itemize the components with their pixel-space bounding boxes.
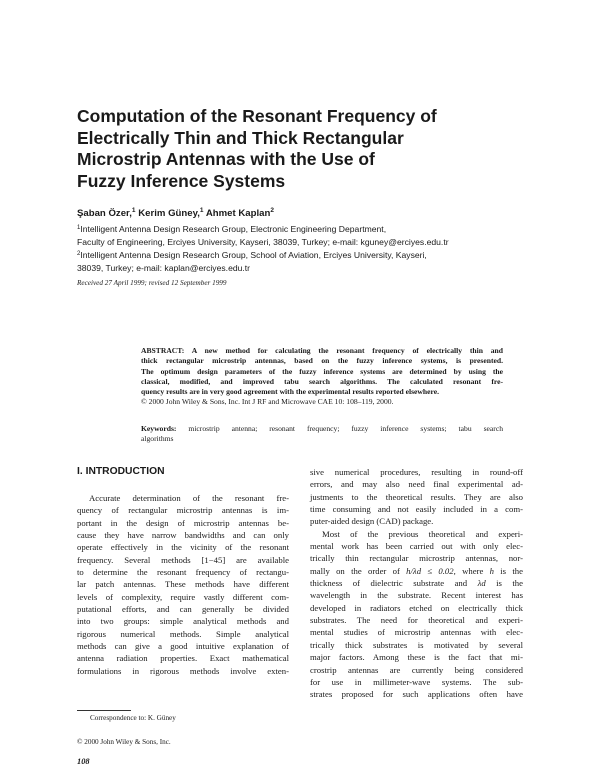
math-h: h <box>489 565 494 576</box>
body-line: strates proposed for such applications often have <box>310 689 523 700</box>
body-line: wavelength in the substrate. Recent interest has <box>310 590 523 601</box>
keywords-label: Keywords: <box>141 424 177 433</box>
author-list <box>77 207 274 219</box>
body-line: levels of complexity, require vastly different com- <box>77 591 289 602</box>
affiliation-2-line-2: 38039, Turkey; e-mail: kaplan@erciyes.edu.tr <box>77 262 251 273</box>
body-line: portant in the design of microstrip antennas be- <box>77 517 289 528</box>
affiliation-1-line-1: $^1$Intelligent Antenna Design Research Group, Electronic Engineering Department, <box>77 224 387 234</box>
body-line: mental studies of microstrip antennas with elec- <box>310 627 523 638</box>
author-name: Ahmet Kaplan <box>205 208 271 219</box>
left-column-text <box>77 492 289 677</box>
body-line: methods can give a good intuitive explanation of <box>77 641 289 652</box>
body-line: justments to the theoretical results. They are also <box>310 491 523 502</box>
abstract-line: classical, modified, and improved tabu search algorithms. The calculated resonant fre- <box>141 376 503 386</box>
body-line: Accurate determination of the resonant fre- <box>89 493 289 503</box>
body-line-with-math: thickness of dielectric substrate and λd is the <box>310 578 523 589</box>
right-column-text <box>310 466 523 701</box>
section-heading-introduction: I. INTRODUCTION <box>77 466 165 477</box>
body-line: trically thin rectangular microstrip antennas, nor- <box>310 553 523 564</box>
title-line: Microstrip Antennas with the Use of <box>77 149 375 169</box>
abstract-line: quency results are in very good agreement with the experimental results reported elsewhere. <box>141 387 440 397</box>
abstract <box>141 346 503 408</box>
keywords-line-2: algorithms <box>141 434 174 444</box>
title-line: Fuzzy Inference Systems <box>77 170 286 191</box>
author-affiliation-mark: 2 <box>270 207 274 214</box>
author-name: Şaban Özer, <box>77 208 132 219</box>
author-affiliation-mark: 1 <box>199 207 204 214</box>
body-line: into two groups: simple analytical methods and <box>77 616 289 627</box>
body-line-with-math: mally on the order of h/λd ≤ 0.02, where h is the <box>310 565 523 576</box>
body-line: major factors. Among these is the fact that mi- <box>310 652 523 663</box>
copyright-footer: © 2000 John Wiley & Sons, Inc. <box>77 738 171 746</box>
keywords <box>141 424 503 445</box>
body-line: developed in radiators etched on electrically thick <box>310 602 523 613</box>
abstract-line: The optimum design parameters of the fuzzy inference systems are determined by using the <box>141 366 503 376</box>
body-line: mental work has been carried out with only elec- <box>310 541 523 552</box>
abstract-copyright: © 2000 John Wiley & Sons, Inc. Int J RF and Microwave CAE 10: 108–119, 2000. <box>141 397 394 407</box>
paper-title <box>77 106 507 192</box>
body-line: time consuming and not easily included in a com- <box>310 504 523 515</box>
page-number: 108 <box>77 757 90 766</box>
body-line: frequency. Several methods [1−45] are available <box>77 554 289 565</box>
body-line: errors, and may also need final experimental ad- <box>310 479 523 490</box>
body-line: antenna radiation properties. Exact mathematical <box>77 653 289 664</box>
body-line: putational efforts, and can generally be divided <box>77 604 289 615</box>
title-line: Computation of the Resonant Frequency of <box>77 106 437 126</box>
body-line: substrates. The need for theoretical and experi- <box>310 615 523 626</box>
author-affiliation-mark: 1 <box>131 207 136 214</box>
body-line: puter-aided design (CAD) package. <box>310 516 434 527</box>
body-line: quency of rectangular microstrip antennas is im- <box>77 505 289 516</box>
author-name: Kerim Güney, <box>138 208 200 219</box>
body-line: operate effectively in the vicinity of the resonant <box>77 542 289 553</box>
body-line: sive numerical procedures, resulting in round-off <box>310 467 523 477</box>
body-line: lar patch antennas. These methods have different <box>77 579 289 590</box>
abstract-line: ABSTRACT: A new method for calculating the resonant frequency of electrically thin and <box>141 346 503 355</box>
abstract-line: thick rectangular microstrip antennas, based on the fuzzy inference systems, is presented. <box>141 356 503 366</box>
body-line: for use in millimeter-wave systems. The sub- <box>310 676 523 687</box>
title-line: Electrically Thin and Thick Rectangular <box>77 127 404 148</box>
received-dates: Received 27 April 1999; revised 12 September 1999 <box>77 279 227 287</box>
affiliation-1-line-2: Faculty of Engineering, Erciyes University, Kayseri, 38039, Turkey; e-mail: kguney@erciyes.edu.tr <box>77 236 449 247</box>
math-lambda-d: λd <box>477 578 486 589</box>
body-line: cause they have narrow bandwidths and can only <box>77 530 289 541</box>
affiliations <box>77 222 449 274</box>
body-line: crostrip antennas are currently being considered <box>310 664 523 675</box>
footnote-rule <box>77 710 131 711</box>
body-line: to determine the resonant frequency of rectangu- <box>77 567 289 578</box>
correspondence-footnote: Correspondence to: K. Güney <box>90 714 176 722</box>
affiliation-2-line-1: $^2$Intelligent Antenna Design Research Group, School of Aviation, Erciyes University, Kayseri, <box>77 250 427 260</box>
math-thickness-ratio: h/λd ≤ 0.02 <box>406 565 454 576</box>
body-line: formulations in rigorous methods involve exten- <box>77 665 289 676</box>
body-line: trically thick substrates is motivated by several <box>310 639 523 650</box>
keywords-line-1: Keywords: microstrip antenna; resonant frequency; fuzzy inference systems; tabu search <box>141 424 503 433</box>
body-line: rigorous numerical methods. Simple analytical <box>77 628 289 639</box>
body-line: Most of the previous theoretical and experi- <box>322 528 523 539</box>
